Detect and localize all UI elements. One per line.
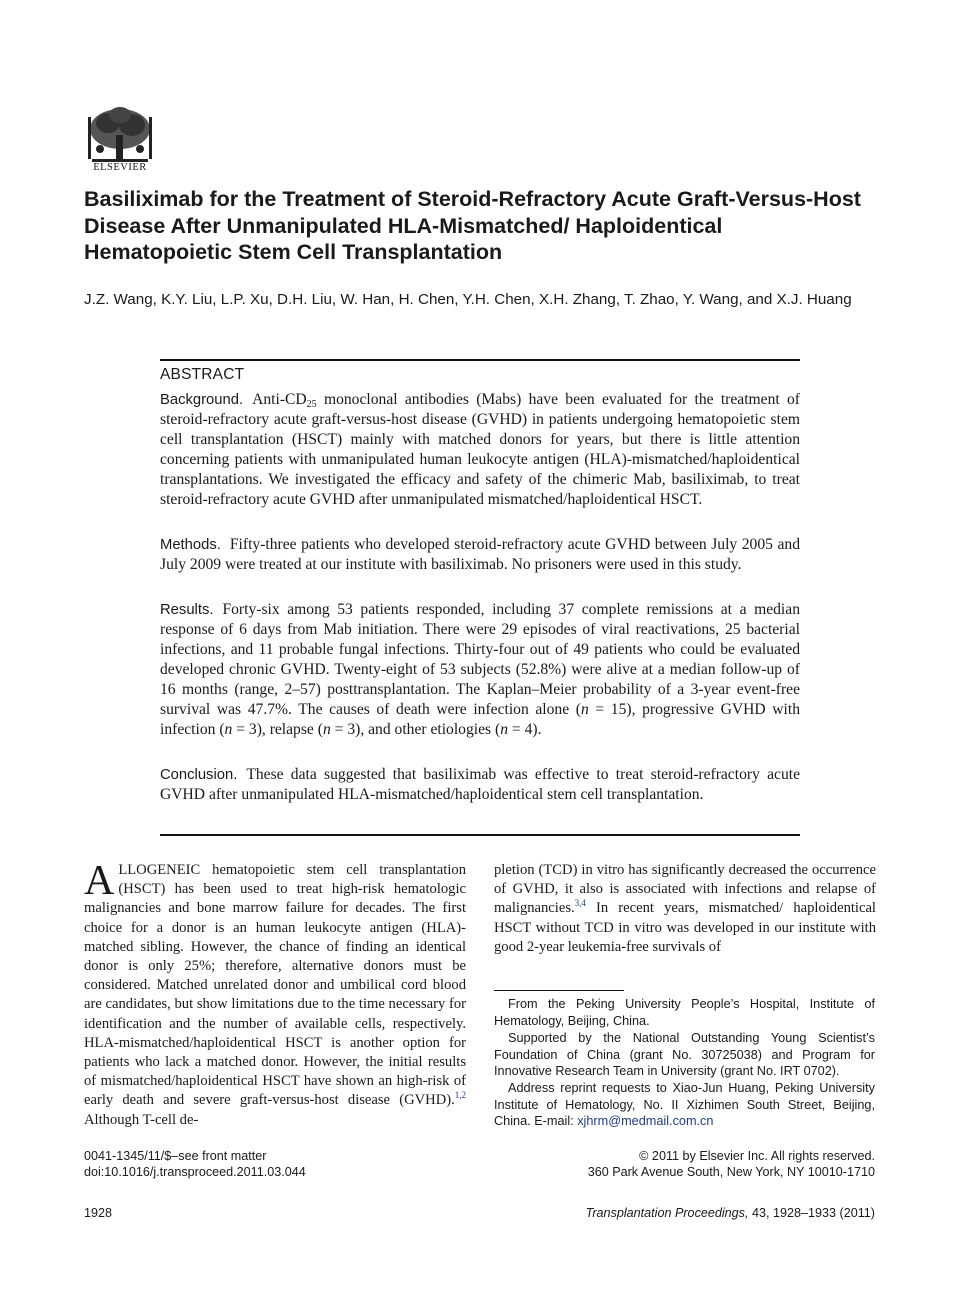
body-right-column: pletion (TCD) in vitro has significantly decreased the occurrence of GVHD, it also is associated with infections and relapse of malignancies.$^{3,4}$ In recent years, mismatched/ haploidentical HSCT without TCD in vitro was developed in our institute with good 2-year leukemia-free survivals of	[494, 862, 876, 955]
reference-link[interactable]: 1,2	[454, 1090, 466, 1101]
journal-citation: Transplantation Proceedings, 43, 1928–1933 (2011)	[585, 1206, 875, 1220]
copyright-block	[588, 1148, 875, 1180]
footnote-rule	[494, 990, 624, 991]
email-link[interactable]: xjhrm@medmail.com.cn	[577, 1114, 714, 1129]
author-list: J.Z. Wang, K.Y. Liu, L.P. Xu, D.H. Liu, W. Han, H. Chen, Y.H. Chen, X.H. Zhang, T. Zhao, Y. Wang, and X.J. Huang	[84, 291, 852, 308]
conclusion-label: Conclusion.	[160, 767, 238, 783]
article-title: Basiliximab for the Treatment of Steroid-Refractory Acute Graft-Versus-Host Disease After Unmanipulated HLA-Mismatched/ Haploidentical Hematopoietic Stem Cell Transplantation	[84, 187, 861, 264]
background-label: Background.	[160, 392, 244, 408]
reference-link[interactable]: 3,4	[574, 898, 586, 909]
body-left-column: ALLOGENEIC hematopoietic stem cell transplantation (HSCT) has been used to treat high-risk hematologic malignancies and bone marrow failure for decades. The first choice for a donor is an human leukocyte antigen (HLA)-matched sibling. However, the chance of finding an identical donor is only 25%; therefore, alternative donors must be considered. Matched unrelated donor and umbilical cord blood are candidates, but show limitations due to the time necessary for identification and the number of available cells, respectively. HLA-mismatched/haploidentical HSCT is another option for patients who lack a matched donor. However, the initial results of mismatched/haploidentical HSCT have shown an high-risk of early death and severe graft-versus-host disease (GVHD).$^{1,2}$ Although T-cell de-	[84, 858, 466, 1128]
copyright-line: © 2011 by Elsevier Inc. All rights reserved.	[639, 1149, 875, 1163]
abstract-results: Results. Forty-six among 53 patients responded, including 37 complete remissions at a median response of 6 days from Mab initiation. There were 29 episodes of viral reactivations, 25 bacterial infections, and 11 probable fungal infections. Thirty-four out of 49 patients who could be evaluated developed chronic GVHD. Twenty-eight of 53 subjects (52.8%) were alive at a median follow-up of 16 months (range, 2–57) posttransplantation. The Kaplan–Meier probability of a 3-year event-free survival was 47.7%. The causes of death were infection alone (n = 15), progressive GVHD with infection (n = 3), relapse (n = 3), and other etiologies (n = 4).	[160, 601, 801, 738]
publisher-logo-text: ELSEVIER	[93, 162, 147, 173]
abstract-top-rule	[160, 359, 800, 361]
footnote-reprint: Address reprint requests to Xiao-Jun Huang, Peking University Institute of Hematology, No. II Xizhimen South Street, Beijing, China. E-mail: xjhrm@medmail.com.cn	[494, 1081, 875, 1129]
methods-label: Methods.	[160, 537, 221, 553]
abstract-background: Background. Anti-$CD_{25}$ monoclonal antibodies (Mabs) have been evaluated for the treatment of steroid-refractory acute graft-versus-host disease (GVHD) in patients undergoing hematopoietic stem cell transplantation (HSCT) mainly with matched donors for years, but there is little attention concerning patients with unmanipulated human leukocyte antigen (HLA)-mismatched/haploidentical transplantations. We investigated the efficacy and safety of the chimeric Mab, basiliximab, to treat steroid-refractory acute GVHD after unmanipulated mismatched/haploidentical HSCT.	[160, 391, 800, 508]
results-label: Results.	[160, 602, 214, 618]
abstract-bottom-rule	[160, 834, 800, 836]
doi-line[interactable]: doi:10.1016/j.transproceed.2011.03.044	[84, 1165, 306, 1179]
issn-block	[84, 1148, 306, 1180]
issn-line: 0041-1345/11/$–see front matter	[84, 1149, 267, 1163]
page-number: 1928	[84, 1206, 113, 1220]
drop-cap: A	[84, 858, 115, 904]
footnote-support: Supported by the National Outstanding Young Scientist’s Foundation of China (grant No. 30725038) and Program for Innovative Research Team in University (grant No. IRT 0702).	[494, 1031, 875, 1079]
footnote-affiliation: From the Peking University People’s Hospital, Institute of Hematology, Beijing, China.	[494, 997, 875, 1028]
abstract-methods: Methods. Fifty-three patients who developed steroid-refractory acute GVHD between July 2005 and July 2009 were treated at our institute with basiliximab. No prisoners were used in this study.	[160, 536, 800, 573]
publisher-address: 360 Park Avenue South, New York, NY 10010-1710	[587, 1165, 875, 1179]
abstract-heading: ABSTRACT	[160, 366, 245, 383]
abstract-conclusion: Conclusion. These data suggested that basiliximab was effective to treat steroid-refractory acute GVHD after unmanipulated HLA-mismatched/haploidentical stem cell transplantation.	[160, 766, 800, 803]
